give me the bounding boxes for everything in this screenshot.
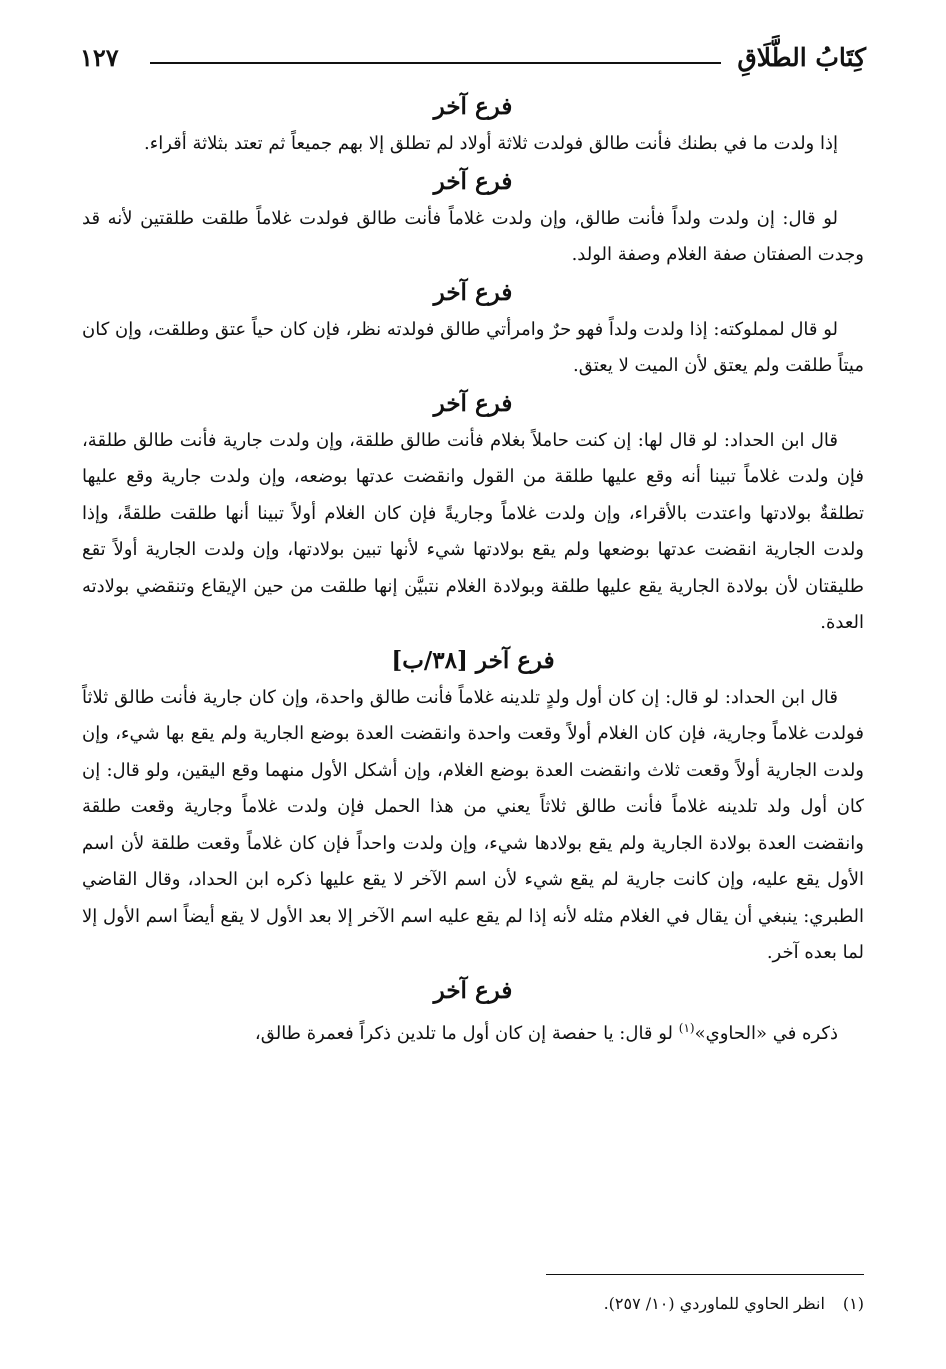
book-title: كِتَابُ الطَّلَاقِ — [737, 43, 866, 72]
section-paragraph — [82, 201, 864, 274]
footnote-reference[interactable]: (١) — [678, 1020, 695, 1035]
section-heading: فرع آخر — [433, 167, 513, 195]
section-paragraph — [82, 312, 864, 385]
section-paragraph — [82, 126, 864, 163]
header-rule — [150, 62, 721, 64]
section-paragraph — [82, 680, 864, 972]
section-paragraph — [82, 423, 864, 642]
footnote-rule — [546, 1274, 864, 1275]
paragraph-text: قال ابن الحداد: لو قال لها: إن كنت حاملاً بغلام فأنت طالق طلقة، وإن ولدت جارية فأنت طالق طلقة، فإن ولدت غلاماً تبينا أنه وقع عليها طلقة من القول وانقضت عدتها بوضعه، وإن ولدت جارية وقع عليها تطلقةٌ بولادتها واعتدت بالأقراء، وإن ولدت غلاماً وجاريةً فإن كان الغلام أولاً تبينا أنها طلقت طلقةً، وإذا ولدت الجارية انقضت عدتها بوضعها ولم يقع بولادتها شيء لأنها تبين بولادتها، وإن ولدت الجارية أولاً تقع طليقتان لأن بولادة الجارية يقع عليها طلقة وبولادة الغلام نتبيَّن إنها طلقت من حين الإيقاع وتنقضي بولادته العدة. — [82, 429, 864, 633]
section-heading: فرع آخر — [433, 389, 513, 417]
paragraph-text: لو قال لمملوكته: إذا ولدت ولداً فهو حرٌ وامرأتي طالق فولدته نظر، فإن كان حياً عتق وطلقت، وإن كان ميتاً طلقت ولم يعتق لأن الميت لا يعتق. — [82, 318, 864, 376]
page-number: ١٢٧ — [80, 43, 119, 72]
paragraph-text: ذكره في «الحاوي» — [694, 1022, 838, 1044]
section-heading: فرع آخر — [433, 278, 513, 306]
footnote-number: (١) — [842, 1294, 864, 1313]
page-body — [82, 88, 864, 1052]
paragraph-text: قال ابن الحداد: لو قال: إن كان أول ولدٍ تلدينه غلاماً فأنت طالق واحدة، وإن كان جارية فأنت طالق ثلاثاً فولدت غلاماً وجارية، فإن كان الغلام أولاً وقعت واحدة وانقضت العدة بوضع الجارية ولم يقع بها شيء، وإن ولدت الجارية أولاً وقعت ثلاث وانقضت العدة بوضع الغلام، وإن أشكل الأول منهما وقع اليقين، ولو قال: إن كان أول ولد تلدينه غلاماً فأنت طالق ثلاثاً يعني من هذا الحمل فإن ولدت غلاماً وجارية وقعت طلقة وانقضت العدة بولادة الجارية ولم يقع بولادها شيء، وإن ولدت واحداً فإن كان غلاماً وقعت طلقة لأن اسم الأول يقع عليه، وإن كانت جارية لم يقع شيء لأن اسم الآخر لا يقع عليها ذكره ابن الحداد، وقال القاضي الطبري: ينبغي أن يقال في الغلام مثله لأنه إذا لم يقع عليه اسم الآخر إلا بعد الأول لا يقع أيضاً اسم الأول إلا لما بعده آخر. — [82, 686, 864, 963]
page-header — [80, 38, 866, 78]
section-heading: فرع آخر [٣٨/ب] — [391, 646, 555, 674]
paragraph-text: إذا ولدت ما في بطنك فأنت طالق فولدت ثلاثة أولاد لم تطلق إلا بهم جميعاً ثم تعتد بثلاثة أقراء. — [144, 133, 838, 154]
section-heading: فرع آخر — [433, 93, 513, 120]
footnote-text: انظر الحاوي للماوردي (١٠/ ٢٥٧). — [603, 1294, 825, 1313]
section-heading: فرع آخر — [433, 976, 513, 1004]
section-paragraph — [82, 1010, 864, 1053]
paragraph-text: لو قال: يا حفصة إن كان أول ما تلدين ذكراً فعمرة طالق، — [254, 1022, 679, 1044]
paragraph-text: لو قال: إن ولدت ولداً فأنت طالق، وإن ولدت غلاماً فأنت طالق فولدت غلاماً طلقت طلقتين لأنه قد وجدت الصفتان صفة الغلام وصفة الولد. — [82, 207, 864, 265]
footnote — [82, 1290, 864, 1318]
